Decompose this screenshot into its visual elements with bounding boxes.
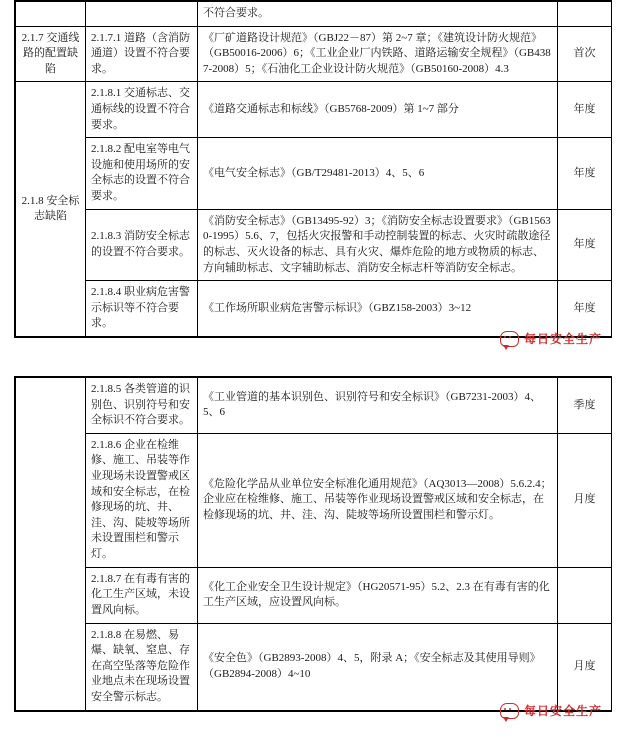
table-row [16,209,612,280]
cell-item: 2.1.8.5 各类管道的识别色、识别符号和安全标识不符合要求。 [86,378,198,434]
checklist-table-bottom [15,377,612,711]
cell-frequency [558,2,612,27]
cell-frequency: 年度 [558,82,612,138]
table-row [16,26,612,82]
cell-category: 2.1.7 交通线路的配置缺陷 [16,26,86,82]
table-row [16,82,612,138]
cell-reference: 《电气安全标志》（GB/T29481-2013）4、5、6 [198,138,558,209]
cell-reference: 《消防安全标志》（GB13495-92）3；《消防安全标志设置要求》（GB15630-1995）5.6、7，包括火灾报警和手动控制装置的标志、火灾时疏散途径的标志、灭火设备的标志、具有火灾、爆炸危险的地方或物质的标志、方向辅助标志、文字辅助标志、消防安全标志杆等消防安全标志。 [198,209,558,280]
table-row [16,567,612,623]
watermark-label: 每日安全生产 [524,704,603,718]
cell-reference: 《危险化学品从业单位安全标准化通用规范》（AQ3013—2008）5.6.2.4；企业应在检维修、施工、吊装等作业现场设置警戒区域和安全标志，在检修现场的坑、井、洼、沟、陡坡等场所设置围栏和警示灯。 [198,433,558,567]
wechat-icon [500,703,519,719]
cell-frequency [558,567,612,623]
cell-item: 2.1.7.1 道路（含消防通道）设置不符合要求。 [86,26,198,82]
cell-category: 2.1.8 安全标志缺陷 [16,82,86,337]
cell-item: 2.1.8.2 配电室等电气设施和使用场所的安全标志的设置不符合要求。 [86,138,198,209]
table-row [16,2,612,27]
cell-reference: 《厂矿道路设计规范》（GBJ22－87）第 2~7 章；《建筑设计防火规范》（GB50016-2006）6；《工业企业厂内铁路、道路运输安全规程》（GB4387-2008）5；《石油化工企业设计防火规范》（GB50160-2008）4.3 [198,26,558,82]
cell-frequency: 首次 [558,26,612,82]
cell-frequency: 月度 [558,623,612,710]
table-row [16,378,612,434]
cell-category [16,378,86,711]
table-row [16,281,612,337]
watermark-wechat-bottom [500,702,602,719]
cell-item: 2.1.8.4 职业病危害警示标识等不符合要求。 [86,281,198,337]
cell-frequency: 年度 [558,138,612,209]
watermark-label: 每日安全生产 [524,332,603,346]
cell-frequency: 月度 [558,433,612,567]
cell-reference: 《工业管道的基本识别色、识别符号和安全标识》（GB7231-2003）4、5、6 [198,378,558,434]
cell-item: 2.1.8.8 在易燃、易爆、缺氧、窒息、存在高空坠落等危险作业地点未在现场设置安全警示标志。 [86,623,198,710]
table-row [16,433,612,567]
cell-item: 2.1.8.7 在有毒有害的化工生产区域，未设置风向标。 [86,567,198,623]
table-row [16,138,612,209]
checklist-table-top [15,1,612,337]
table-block-top [14,0,612,338]
cell-category [16,2,86,27]
table-block-bottom [14,376,612,712]
wechat-icon [500,331,519,347]
cell-reference: 《工作场所职业病危害警示标识》（GBZ158-2003）3~12 [198,281,558,337]
watermark-wechat-top [500,330,602,347]
cell-item: 2.1.8.6 企业在检维修、施工、吊装等作业现场未设置警戒区域和安全标志，在检修现场的坑、井、洼、沟、陡坡等场所未设置围栏和警示灯。 [86,433,198,567]
cell-frequency: 年度 [558,209,612,280]
cell-reference: 不符合要求。 [198,2,558,27]
cell-frequency: 年度 [558,281,612,337]
cell-reference: 《安全色》（GB2893-2008）4、5，附录 A；《安全标志及其使用导则》（GB2894-2008）4~10 [198,623,558,710]
cell-frequency: 季度 [558,378,612,434]
cell-item: 2.1.8.1 交通标志、交通标线的设置不符合要求。 [86,82,198,138]
cell-reference: 《化工企业安全卫生设计规定》（HG20571-95）5.2、2.3 在有毒有害的化工生产区域，应设置风向标。 [198,567,558,623]
cell-item: 2.1.8.3 消防安全标志的设置不符合要求。 [86,209,198,280]
table-row [16,623,612,710]
cell-reference: 《道路交通标志和标线》（GB5768-2009）第 1~7 部分 [198,82,558,138]
cell-item [86,2,198,27]
